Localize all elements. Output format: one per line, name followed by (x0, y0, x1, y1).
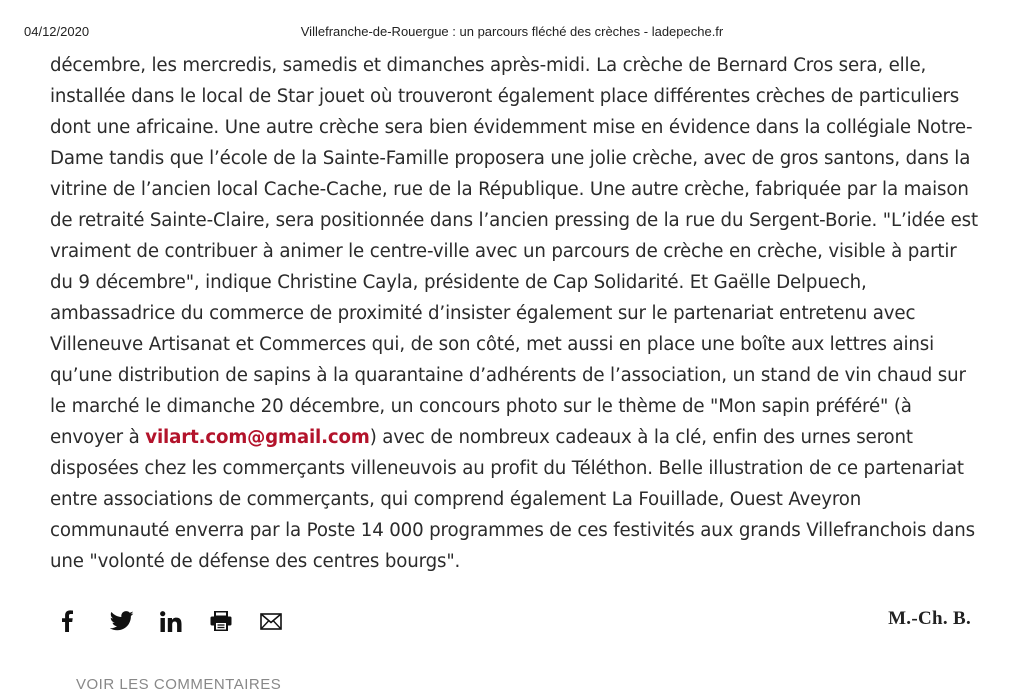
facebook-icon (60, 610, 74, 632)
article-body (50, 50, 978, 577)
view-comments-link[interactable]: VOIR LES COMMENTAIRES (76, 676, 282, 693)
share-email-button[interactable] (260, 605, 310, 637)
print-date: 04/12/2020 (24, 24, 90, 39)
article-text-after-link: ) avec de nombreux cadeaux à la clé, enfin des urnes seront disposées chez les commerçants villeneuvois au profit du Téléthon. Belle illustration de ce partenariat entre associations de commerçants, qui comprend également La Fouillade, Ouest Aveyron communauté enverra par la Poste 14 000 programmes de ces festivités aux grands Villefranchois dans une "volonté de défense des centres bourgs". (50, 427, 976, 572)
share-linkedin-button[interactable] (160, 605, 210, 637)
print-header (24, 24, 1000, 42)
article-text-before-link: décembre, les mercredis, samedis et dimanches après-midi. La crèche de Bernard Cros sera, elle, installée dans le local de Star jouet où trouveront également place différentes crèches de particuliers dont une africaine. Une autre crèche sera bien évidemment mise en évidence dans la collégiale Notre-Dame tandis que l’école de la Sainte-Famille proposera une jolie crèche, avec de gros santons, dans la vitrine de l’ancien local Cache-Cache, rue de la République. Une autre crèche, fabriquée par la maison de retraité Sainte-Claire, sera positionnée dans l’ancien pressing de la rue du Sergent-Borie. "L’idée est vraiment de contribuer à animer le centre-ville avec un parcours de crèche en crèche, visible à partir du 9 décembre", indique Christine Cayla, présidente de Cap Solidarité. Et Gaëlle Delpuech, ambassadrice du commerce de proximité d’insister également sur le partenariat entretenu avec Villeneuve Artisanat et Commerces qui, de son côté, met aussi en place une boîte aux lettres ainsi qu’une distribution de sapins à la quarantaine d’adhérents de l’association, un stand de vin chaud sur le marché le dimanche 20 décembre, un concours photo sur le thème de "Mon sapin préféré" (à envoyer à (50, 55, 978, 448)
print-page-title: Villefranche-de-Rouergue : un parcours fléché des crèches - ladepeche.fr (300, 24, 724, 39)
share-facebook-button[interactable] (60, 605, 110, 637)
share-bar (60, 605, 310, 637)
print-icon (210, 611, 232, 631)
email-link[interactable]: vilart.com@gmail.com (145, 427, 370, 448)
twitter-icon (110, 611, 134, 631)
article-author: M.-Ch. B. (888, 608, 971, 629)
print-button[interactable] (210, 605, 260, 637)
email-icon (260, 613, 282, 630)
article-paragraph (50, 50, 978, 577)
linkedin-icon (160, 611, 182, 632)
share-twitter-button[interactable] (110, 605, 160, 637)
